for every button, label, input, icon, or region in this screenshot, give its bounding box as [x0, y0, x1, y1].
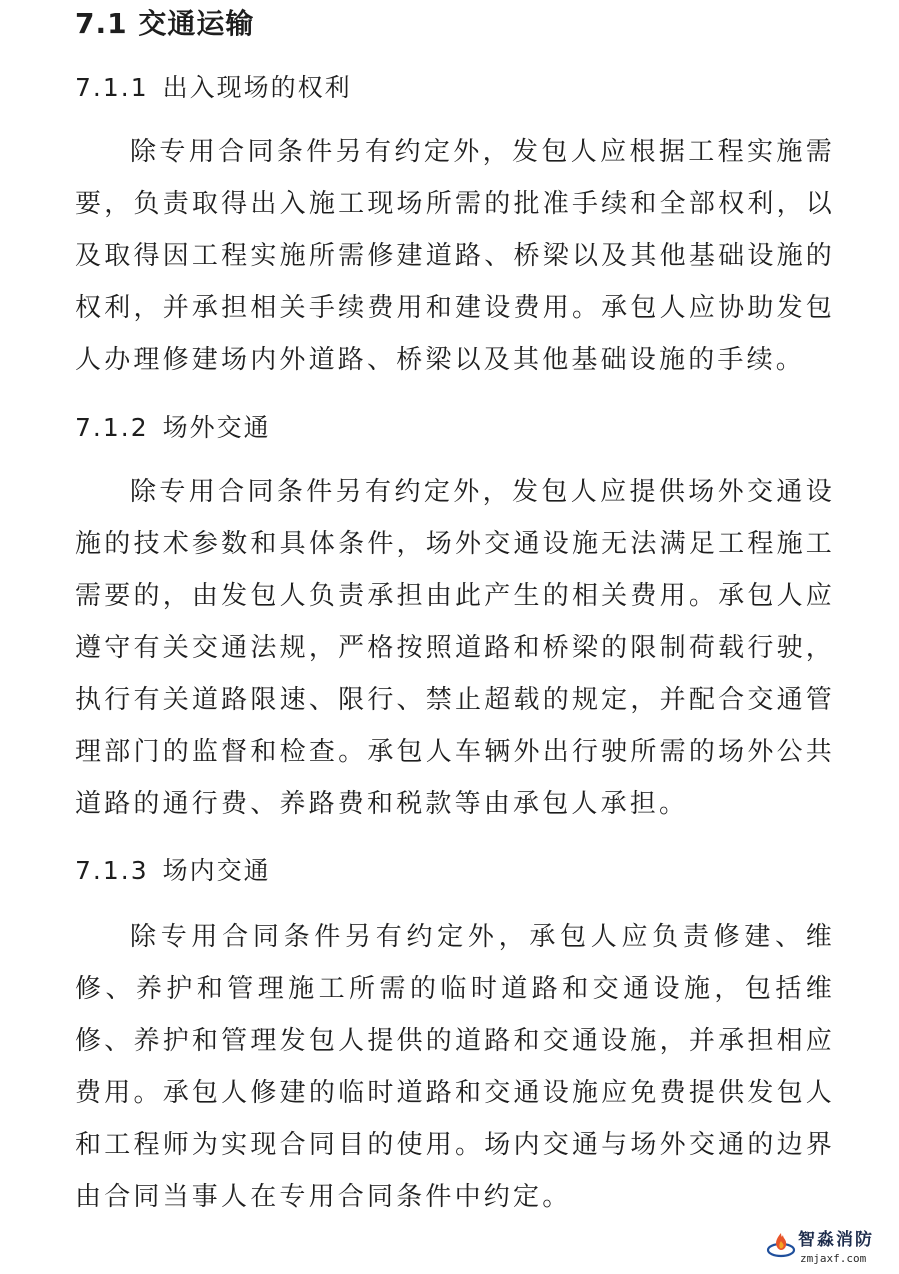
watermark-url: zmjaxf.com — [800, 1252, 867, 1265]
flame-logo-icon — [766, 1230, 796, 1260]
subsection-body-7-1-2: 除专用合同条件另有约定外，发包人应提供场外交通设施的技术参数和具体条件，场外交通设施无法满足工程施工需要的，由发包人负责承担由此产生的相关费用。承包人应遵守有关交通法规，严格按照道路和桥梁的限制荷载行驶，执行有关道路限速、限行、禁止超载的规定，并配合交通管理部门的监督和检查。承包人车辆外出行驶所需的场外公共道路的通行费、养路费和税款等由承包人承担。 — [75, 477, 835, 819]
section-title: 7.1 交通运输 — [75, 7, 255, 40]
subsection-body-7-1-3: 除专用合同条件另有约定外，承包人应负责修建、维修、养护和管理施工所需的临时道路和交通设施，包括维修、养护和管理发包人提供的道路和交通设施，并承担相应费用。承包人修建的临时道路和交通设施应免费提供发包人和工程师为实现合同目的使用。场内交通与场外交通的边界由合同当事人在专用合同条件中约定。 — [75, 922, 835, 1212]
subsection-number: 7.1.3 — [75, 856, 149, 885]
subsection-heading-7-1-3 — [75, 853, 271, 889]
watermark — [766, 1226, 896, 1272]
watermark-name: 智淼消防 — [798, 1230, 874, 1250]
subsection-number: 7.1.2 — [75, 413, 149, 442]
subsection-title: 出入现场的权利 — [162, 73, 352, 102]
subsection-title: 场内交通 — [162, 856, 271, 885]
subsection-number: 7.1.1 — [75, 73, 149, 102]
subsection-heading-7-1-2 — [75, 410, 271, 446]
subsection-body-7-1-1: 除专用合同条件另有约定外，发包人应根据工程实施需要，负责取得出入施工现场所需的批准手续和全部权利，以及取得因工程实施所需修建道路、桥梁以及其他基础设施的权利，并承担相关手续费用和建设费用。承包人应协助发包人办理修建场内外道路、桥梁以及其他基础设施的手续。 — [75, 137, 835, 375]
subsection-title: 场外交通 — [162, 413, 271, 442]
subsection-heading-7-1-1 — [75, 70, 352, 106]
